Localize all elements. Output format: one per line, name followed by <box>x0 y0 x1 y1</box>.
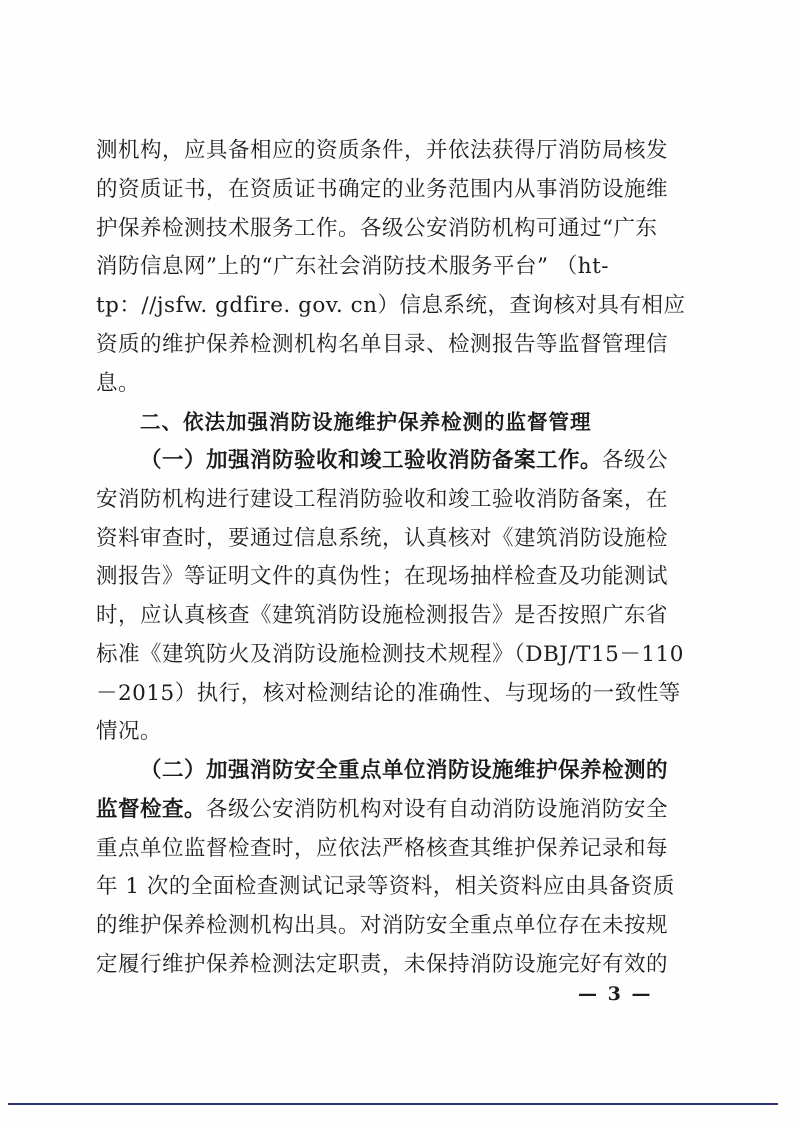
section-heading: 二、依法加强消防设施维护保养检测的监督管理 <box>140 410 592 434</box>
item2-bold-title-line1: （二）加强消防安全重点单位消防设施维护保养检测的 <box>140 758 669 783</box>
item2-bold-title-line2: 监督检查。 <box>96 797 207 822</box>
text-line: 年 1 次的全面检查测试记录等资料，相关资料应由具备资质 <box>96 874 675 899</box>
text-line: 重点单位监督检查时，应依法严格核查其维护保养记录和每 <box>96 836 669 861</box>
text-line: 资质的维护保养检测机构名单目录、检测报告等监督管理信 <box>96 332 669 357</box>
item1-bold-title: （一）加强消防验收和竣工验收消防备案工作。 <box>140 448 603 473</box>
item2-second-line <box>96 795 668 825</box>
item1-line1-rest: 各级公 <box>602 448 669 473</box>
text-line: 的资质证书，在资质证书确定的业务范围内从事消防设施维 <box>96 177 669 202</box>
text-line: 资料审查时，要通过信息系统，认真核对《建筑消防设施检 <box>96 526 669 551</box>
text-line: 定履行维护保养检测法定职责，未保持消防设施完好有效的 <box>96 952 669 977</box>
text-line: 消防信息网”上的“广东社会消防技术服务平台” （ht- <box>96 254 610 279</box>
text-line: 测机构，应具备相应的资质条件，并依法获得厅消防局核发 <box>96 138 669 163</box>
text-line: 息。 <box>96 371 141 396</box>
bottom-rule <box>8 1103 778 1105</box>
item2-line2-rest: 各级公安消防机构对设有自动消防设施消防安全 <box>206 797 669 822</box>
page-number: — 3 — <box>578 983 653 1005</box>
text-line: 时，应认真核查《建筑消防设施检测报告》是否按照广东省 <box>96 603 669 628</box>
text-line: 测报告》等证明文件的真伪性；在现场抽样检查及功能测试 <box>96 564 669 589</box>
text-line: 情况。 <box>96 719 163 744</box>
item1-first-line <box>140 446 668 476</box>
text-line: 标准《建筑防火及消防设施检测技术规程》（DBJ/T15－110 <box>96 642 684 667</box>
text-line: 的维护保养检测机构出具。对消防安全重点单位存在未按规 <box>96 913 669 938</box>
text-line: tp：//jsfw. gdfire. gov. cn）信息系统，查询核对具有相应 <box>96 293 686 318</box>
text-line: 安消防机构进行建设工程消防验收和竣工验收消防备案，在 <box>96 487 669 512</box>
text-line: 护保养检测技术服务工作。各级公安消防机构可通过“广东 <box>96 216 658 241</box>
text-line: －2015）执行，核对检测结论的准确性、与现场的一致性等 <box>96 681 681 706</box>
